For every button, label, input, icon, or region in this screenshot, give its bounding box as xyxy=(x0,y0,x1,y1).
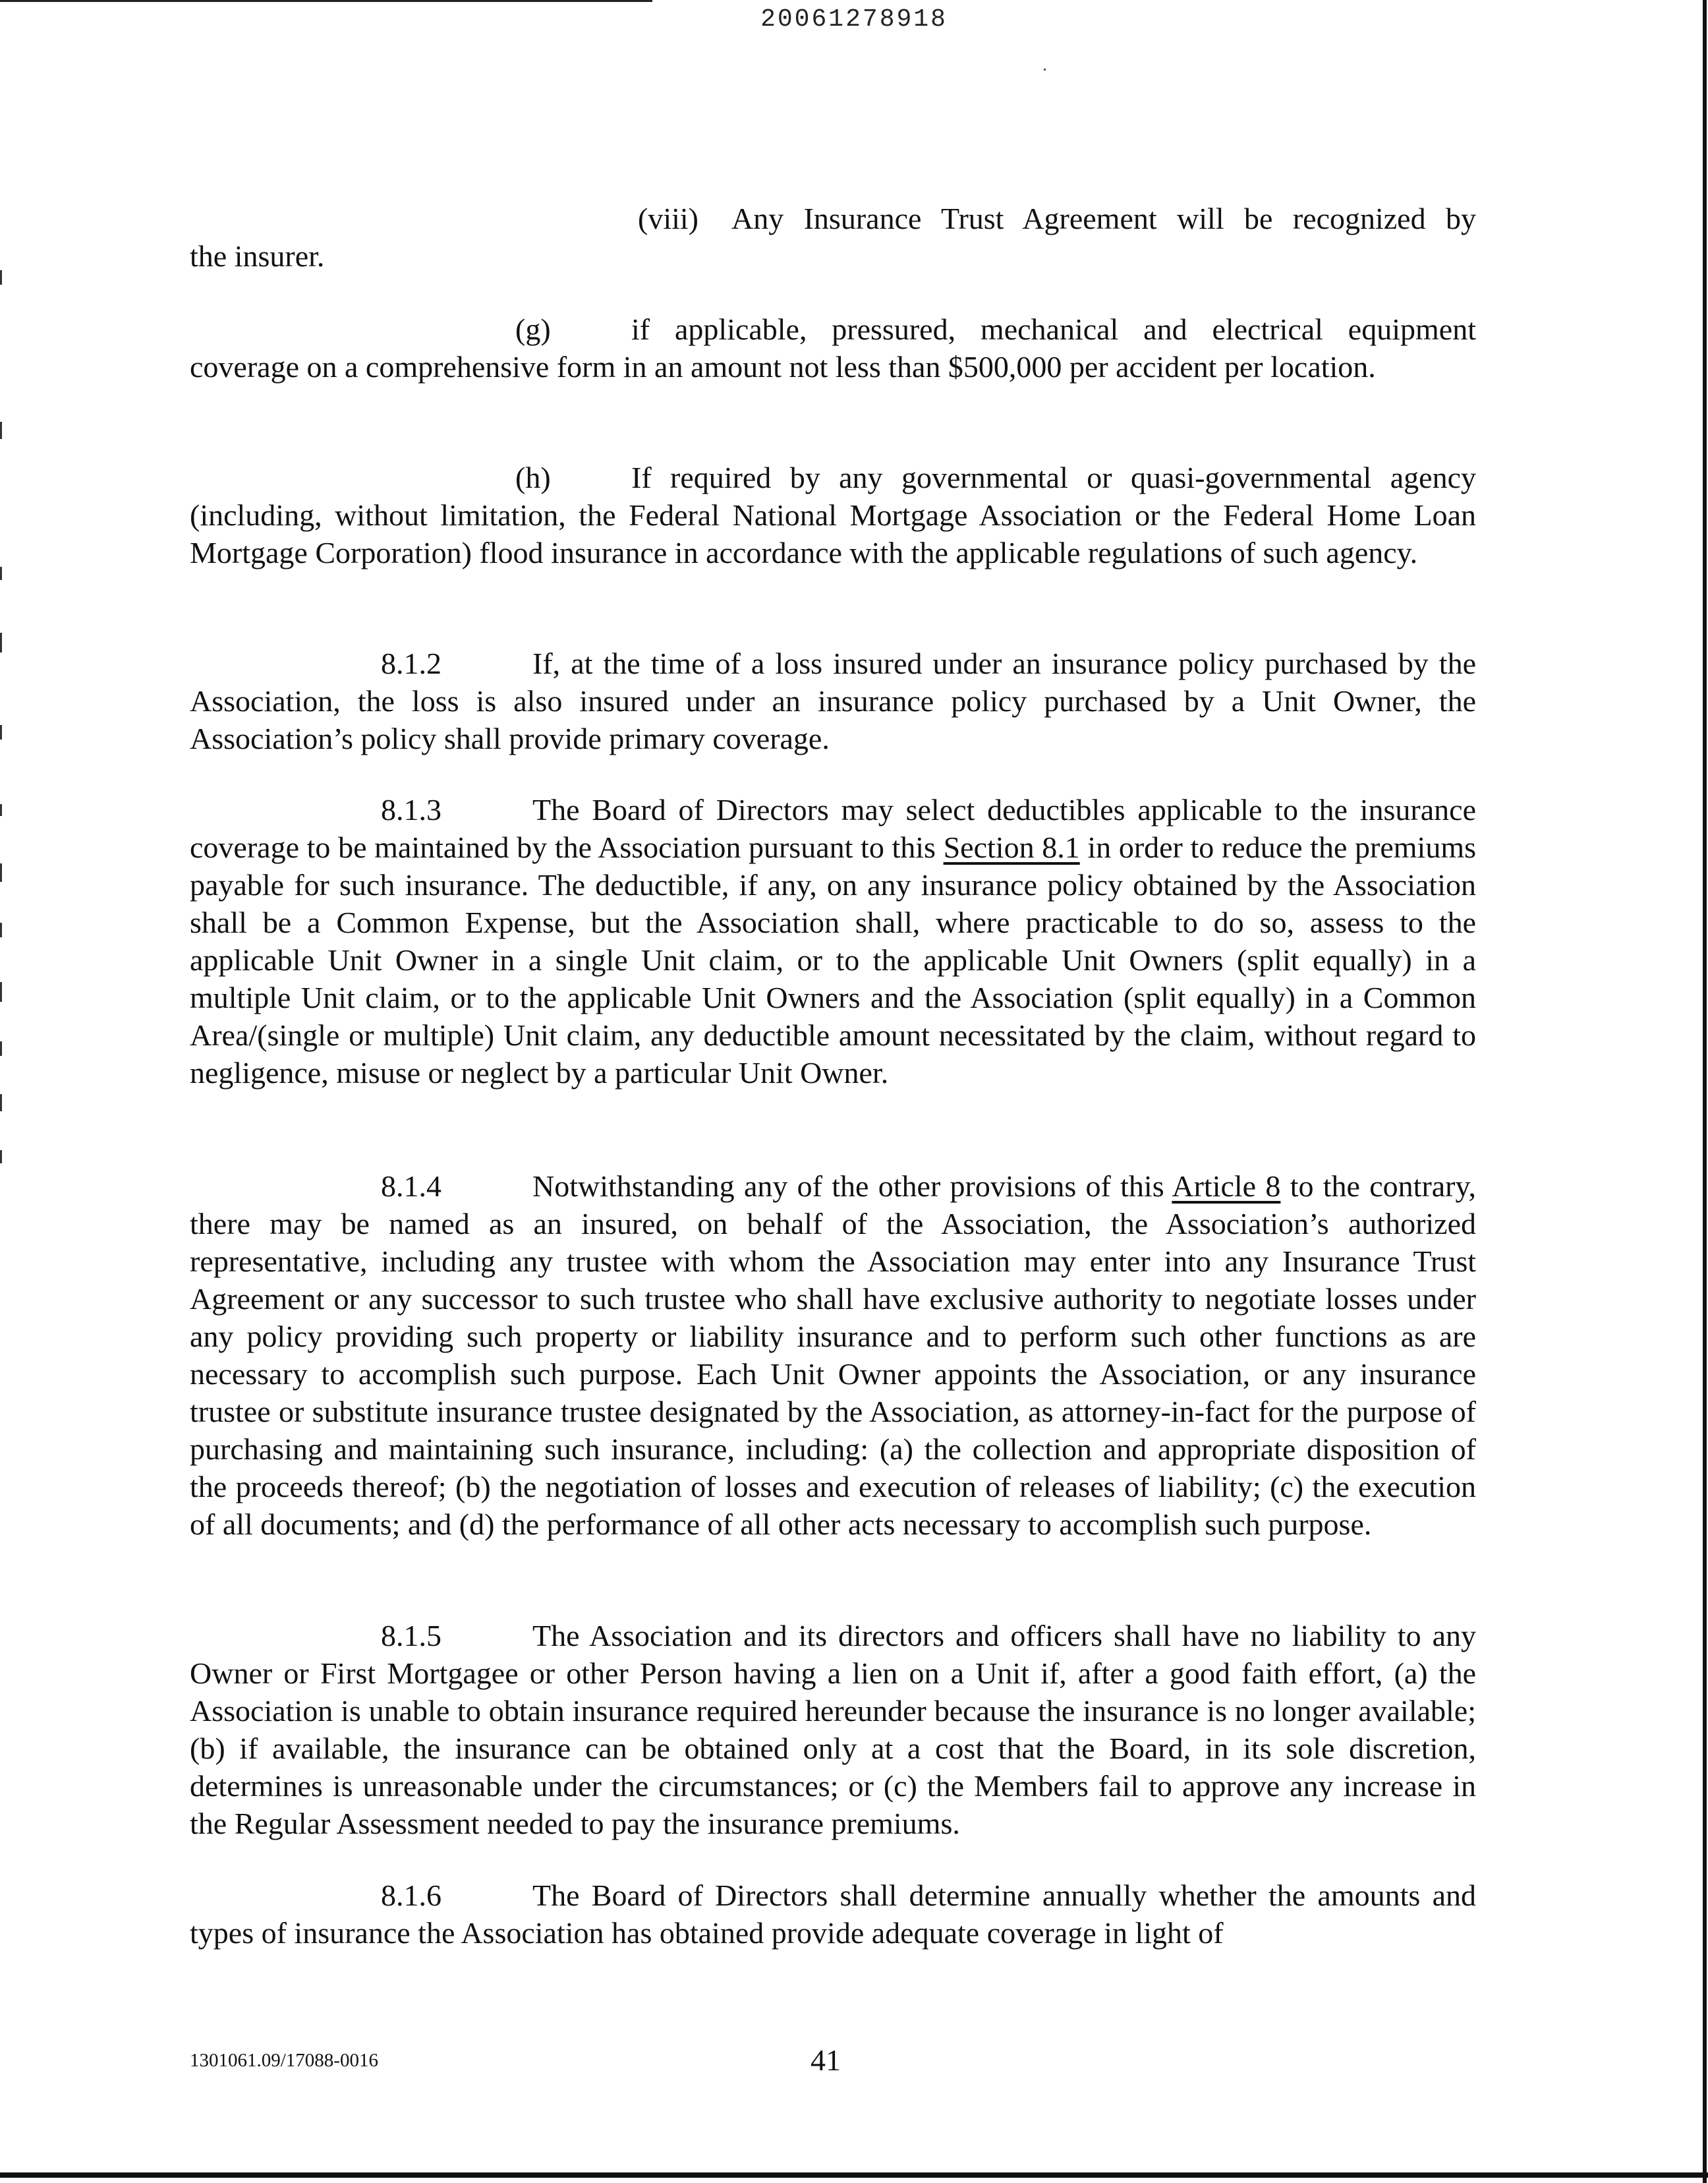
section-8-1-3 xyxy=(190,791,1476,1092)
margin-mark xyxy=(0,982,2,1002)
section-text: The Association and its directors and officers shall have no liability to any Owner or First Mortgagee or other Person having a lien on a Unit if, after a good faith effort, (a) the Association is unable to obtain insurance required hereunder because the insurance is no longer available; (b) if available, the insurance can be obtained only at a cost that the Board, in its sole discretion, determines is unreasonable under the circumstances; or (c) the Members fail to approve any increase in the Regular Assessment needed to pay the insurance premiums. xyxy=(190,1619,1476,1840)
section-text: Notwithstanding any of the other provisions of this xyxy=(532,1169,1164,1203)
margin-mark xyxy=(0,567,2,580)
clause-text-continued: the insurer. xyxy=(190,239,325,273)
margin-mark xyxy=(0,633,2,653)
page-number: 41 xyxy=(811,2043,841,2077)
paragraph-h xyxy=(190,459,1476,571)
section-number: 8.1.4 xyxy=(381,1169,441,1203)
margin-mark xyxy=(0,270,2,285)
clause-number: (viii) xyxy=(638,202,698,235)
clause-number: (h) xyxy=(515,461,551,494)
right-border-line xyxy=(1703,0,1707,2183)
clause-text: Any Insurance Trust Agreement will be recognized by xyxy=(731,202,1476,235)
margin-mark xyxy=(0,422,2,439)
margin-mark xyxy=(0,1041,2,1056)
section-8-1-6 xyxy=(190,1877,1476,1952)
margin-mark xyxy=(0,1094,2,1111)
clause-text: If required by any governmental or quasi-governmental agency (including, without limitation, the Federal National Mortgage Association or the Federal Home Loan Mortgage Corporation) flood insurance in accordance with the applicable regulations of such agency. xyxy=(190,461,1476,569)
footer-document-id: 1301061.09/17088-0016 xyxy=(190,2050,378,2071)
section-number: 8.1.2 xyxy=(381,647,441,680)
section-8-1-5 xyxy=(190,1617,1476,1842)
section-number: 8.1.6 xyxy=(381,1878,441,1912)
section-number: 8.1.5 xyxy=(381,1619,441,1652)
margin-mark xyxy=(0,804,2,816)
margin-mark xyxy=(0,863,2,882)
section-reference-link[interactable]: Section 8.1 xyxy=(943,830,1080,864)
bottom-border-line xyxy=(0,2172,1708,2178)
section-8-1-4 xyxy=(190,1167,1476,1543)
section-text-continued: in order to reduce the premiums payable for such insurance. The deductible, if any, on any insurance policy obtained by the Association shall be a Common Expense, but the Association shall, where practicable to do so, assess to the applicable Unit Owner in a single Unit claim, or to the applicable Unit Owners (split equally) in a multiple Unit claim, or to the applicable Unit Owners and the Association (split equally) in a Common Area/(single or multiple) Unit claim, any deductible amount necessitated by the claim, without regard to negligence, misuse or neglect by a particular Unit Owner. xyxy=(190,830,1477,1090)
margin-mark xyxy=(0,923,2,937)
article-reference-link[interactable]: Article 8 xyxy=(1172,1169,1281,1203)
section-text: The Board of Directors may select deductibles applicable to the insurance coverage to be maintained by the Association pursuant to this xyxy=(190,793,1476,864)
section-text: If, at the time of a loss insured under an insurance policy purchased by the Association, the loss is also insured under an insurance policy purchased by a Unit Owner, the Association’s policy shall provide primary coverage. xyxy=(190,647,1476,755)
paragraph-viii xyxy=(190,200,1476,275)
section-text-continued: to the contrary, there may be named as an insured, on behalf of the Association, the Association’s authorized representative, including any trustee with whom the Association may enter into any Insurance Trust Agreement or any successor to such trustee who shall have exclusive authority to negotiate losses under any policy providing such property or liability insurance and to perform such other functions as are necessary to accomplish such purpose. Each Unit Owner appoints the Association, or any insurance trustee or substitute insurance trustee designated by the Association, as attorney-in-fact for the purpose of purchasing and maintaining such insurance, including: (a) the collection and appropriate disposition of the proceeds thereof; (b) the negotiation of losses and execution of releases of liability; (c) the execution of all documents; and (d) the performance of all other acts necessary to accomplish such purpose. xyxy=(190,1169,1477,1541)
document-number: 20061278918 xyxy=(760,5,948,34)
section-8-1-2 xyxy=(190,645,1476,757)
margin-mark xyxy=(0,725,2,740)
paragraph-g xyxy=(190,310,1476,386)
margin-mark xyxy=(0,1150,2,1163)
clause-text: if applicable, pressured, mechanical and electrical equipment coverage on a comprehensive form in an amount not less than $500,000 per accident per location. xyxy=(190,312,1476,384)
section-number: 8.1.3 xyxy=(381,793,441,827)
section-text: The Board of Directors shall determine annually whether the amounts and types of insurance the Association has obtained provide adequate coverage in light of xyxy=(190,1878,1476,1950)
top-border-line xyxy=(0,0,652,2)
scan-speck xyxy=(1044,69,1046,71)
clause-number: (g) xyxy=(515,312,551,346)
